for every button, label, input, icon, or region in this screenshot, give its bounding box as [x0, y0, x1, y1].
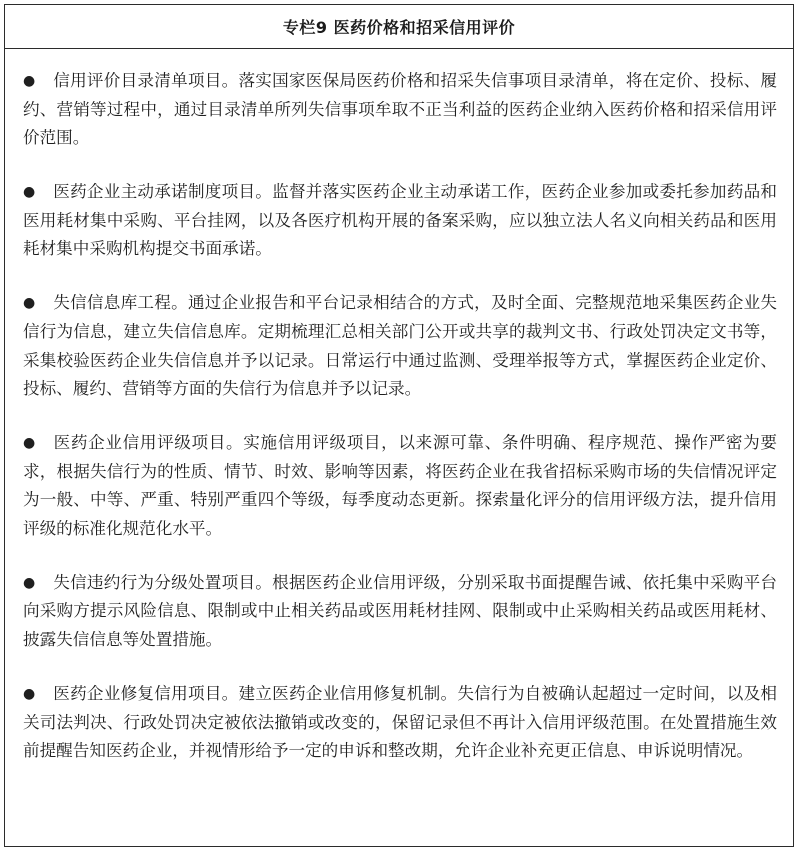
- list-item: [23, 289, 777, 403]
- box-title: 专栏9 医药价格和招采信用评价: [282, 18, 516, 37]
- bullet-icon: ●: [23, 574, 36, 591]
- list-item: [23, 178, 777, 264]
- item-text: 医药企业信用评级项目。实施信用评级项目，以来源可靠、条件明确、程序规范、操作严密为要求，根据失信行为的性质、情节、时效、影响等因素，将医药企业在我省招标采购市场的失信情况评定为一般、中等、严重、特别严重四个等级，每季度动态更新。探索量化评分的信用评级方法，提升信用评级的标准化规范化水平。: [23, 433, 777, 538]
- list-item: [23, 680, 777, 766]
- item-text: 医药企业主动承诺制度项目。监督并落实医药企业主动承诺工作，医药企业参加或委托参加药品和医用耗材集中采购、平台挂网，以及各医疗机构开展的备案采购，应以独立法人名义向相关药品和医用耗材集中采购机构提交书面承诺。: [23, 182, 777, 259]
- box-content: [5, 49, 793, 766]
- item-text: 医药企业修复信用项目。建立医药企业信用修复机制。失信行为自被确认起超过一定时间，以及相关司法判决、行政处罚决定被依法撤销或改变的，保留记录但不再计入信用评级范围。在处置措施生效前提醒告知医药企业，并视情形给予一定的申诉和整改期，允许企业补充更正信息、申诉说明情况。: [23, 684, 777, 761]
- list-item: [23, 569, 777, 655]
- item-text: 失信信息库工程。通过企业报告和平台记录相结合的方式，及时全面、完整规范地采集医药企业失信行为信息，建立失信信息库。定期梳理汇总相关部门公开或共享的裁判文书、行政处罚决定文书等，采集校验医药企业失信信息并予以记录。日常运行中通过监测、受理举报等方式，掌握医药企业定价、投标、履约、营销等方面的失信行为信息并予以记录。: [23, 293, 777, 399]
- bullet-icon: ●: [23, 184, 36, 201]
- list-item: [23, 429, 777, 543]
- list-item: [23, 67, 777, 153]
- bullet-icon: ●: [23, 435, 36, 452]
- bullet-icon: ●: [23, 295, 36, 312]
- item-text: 失信违约行为分级处置项目。根据医药企业信用评级，分别采取书面提醒告诫、依托集中采购平台向采购方提示风险信息、限制或中止相关药品或医用耗材挂网、限制或中止采购相关药品或医用耗材、披露失信信息等处置措施。: [23, 572, 777, 650]
- box-header: [5, 5, 793, 49]
- bullet-icon: ●: [23, 73, 36, 89]
- bullet-icon: ●: [23, 686, 36, 703]
- column-box: [4, 4, 794, 847]
- item-text: 信用评价目录清单项目。落实国家医保局医药价格和招采失信事项目录清单，将在定价、投标、履约、营销等过程中，通过目录清单所列失信事项牟取不正当利益的医药企业纳入医药价格和招采信用评价范围。: [23, 71, 777, 148]
